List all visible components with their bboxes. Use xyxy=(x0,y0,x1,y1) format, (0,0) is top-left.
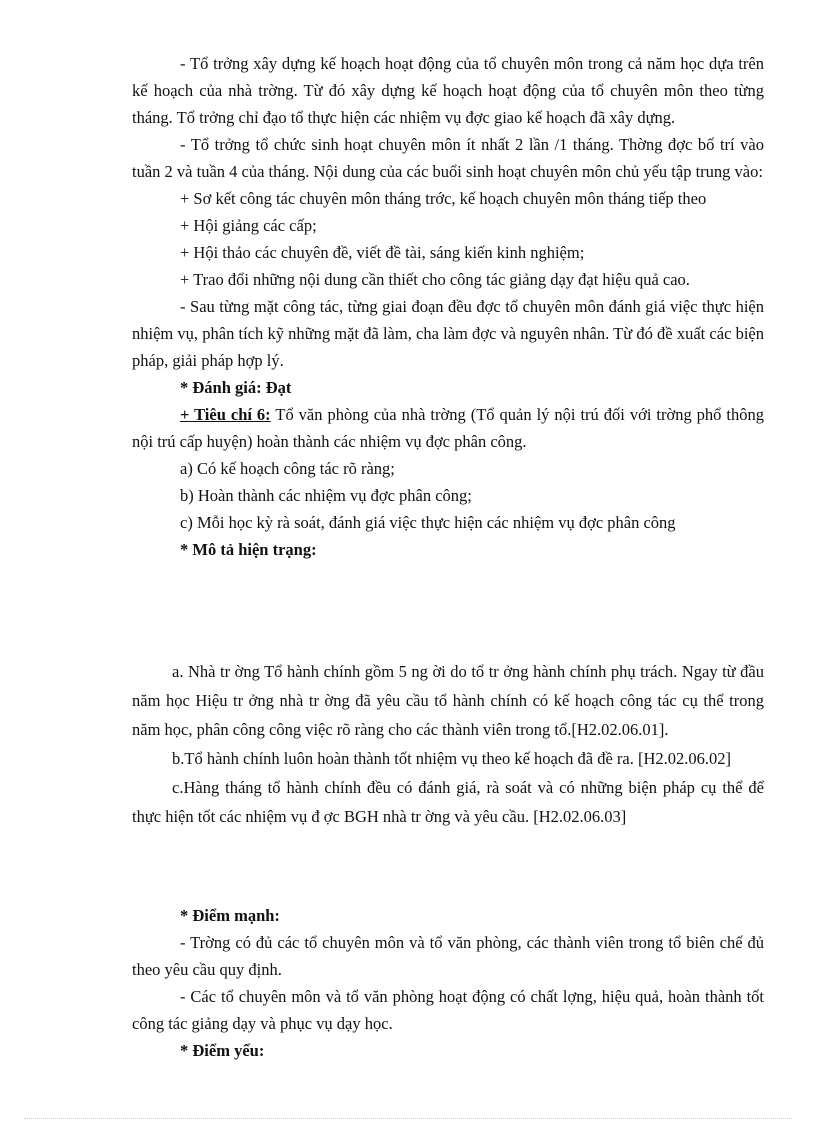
bullet-monthly-review: + Sơ kết công tác chuyên môn tháng trớc, kế hoạch chuyên môn tháng tiếp theo xyxy=(180,189,707,208)
criterion-item-c: c) Mỗi học kỳ rà soát, đánh giá việc thực hiện các nhiệm vụ đợc phân công xyxy=(180,513,676,532)
paragraph-stage-evaluation: - Sau từng mặt công tác, từng giai đoạn đều đợc tổ chuyên môn đánh giá việc thực hiện nhiệm vụ, phân tích kỹ những mặt đã làm, cha làm đợc và nguyên nhân. Từ đó đề xuất các biện pháp, giải pháp hợp lý. xyxy=(132,297,764,370)
bullet-exchange-content: + Trao đổi những nội dung cần thiết cho công tác giảng dạy đạt hiệu quả cao. xyxy=(180,270,690,289)
paragraph-professional-meetings: - Tổ trởng tổ chức sinh hoạt chuyên môn ít nhất 2 lần /1 tháng. Thờng đợc bố trí vào tuần 2 và tuần 4 của tháng. Nội dung của các buổi sinh hoạt chuyên môn chủ yếu tập trung vào: xyxy=(132,135,764,181)
status-item-b: b.Tổ hành chính luôn hoàn thành tốt nhiệm vụ theo kế hoạch đã đề ra. [H2.02.06.02] xyxy=(172,749,732,768)
status-item-c: c.Hàng tháng tổ hành chính đều có đánh giá, rà soát và có những biện pháp cụ thể để thực hiện tốt các nhiệm vụ đ ợc BGH nhà tr ờng và yêu cầu. [H2.02.06.03] xyxy=(132,778,764,826)
criterion-6-paragraph xyxy=(132,401,764,455)
criterion-6-text: Tổ văn phòng của nhà trờng (Tổ quản lý nội trú đối với trờng phổ thông nội trú cấp huyện) hoàn thành các nhiệm vụ đợc phân công. xyxy=(132,405,764,451)
strengths-heading: * Điểm mạnh: xyxy=(180,906,280,925)
criterion-6-label: + Tiêu chí 6: xyxy=(180,405,271,424)
evaluation-value: Đạt xyxy=(261,378,292,397)
criterion-item-a: a) Có kế hoạch công tác rõ ràng; xyxy=(180,459,395,478)
bullet-topic-seminars: + Hội thảo các chuyên đề, viết đề tài, sáng kiến kinh nghiệm; xyxy=(180,243,585,262)
paragraph-plan-building: - Tổ trởng xây dựng kế hoạch hoạt động của tổ chuyên môn trong cả năm học dựa trên kế hoạch của nhà trờng. Từ đó xây dựng kế hoạch hoạt động của tổ chuyên môn theo từng tháng. Tổ trởng chỉ đạo tổ thực hiện các nhiệm vụ đợc giao kế hoạch đã xây dựng. xyxy=(132,54,764,127)
evaluation-line xyxy=(132,374,764,401)
status-item-a: a. Nhà tr ờng Tổ hành chính gồm 5 ng ời do tổ tr ởng hành chính phụ trách. Ngay từ đầu năm học Hiệu tr ởng nhà tr ờng đã yêu cầu tổ hành chính có kế hoạch công tác cụ thể trong năm học, phân công công việc rõ ràng cho các thành viên trong tổ.[H2.02.06.01]. xyxy=(132,662,764,739)
strength-item-1: - Trờng có đủ các tổ chuyên môn và tổ văn phòng, các thành viên trong tổ biên chế đủ theo yêu cầu quy định. xyxy=(132,933,764,979)
evaluation-label: * Đánh giá: xyxy=(180,378,262,397)
section-strengths-weaknesses xyxy=(132,902,764,1064)
criterion-item-b: b) Hoàn thành các nhiệm vụ đợc phân công; xyxy=(180,486,472,505)
page-bottom-rule xyxy=(24,1118,792,1119)
strength-item-2: - Các tổ chuyên môn và tổ văn phòng hoạt động có chất lợng, hiệu quả, hoàn thành tốt công tác giảng dạy và phục vụ dạy học. xyxy=(132,987,764,1033)
section-plan-and-criterion xyxy=(132,50,764,563)
weaknesses-heading: * Điểm yếu: xyxy=(180,1041,265,1060)
bullet-teaching-contest: + Hội giảng các cấp; xyxy=(180,216,317,235)
current-status-heading: * Mô tả hiện trạng: xyxy=(180,540,317,559)
section-current-status xyxy=(132,657,764,831)
